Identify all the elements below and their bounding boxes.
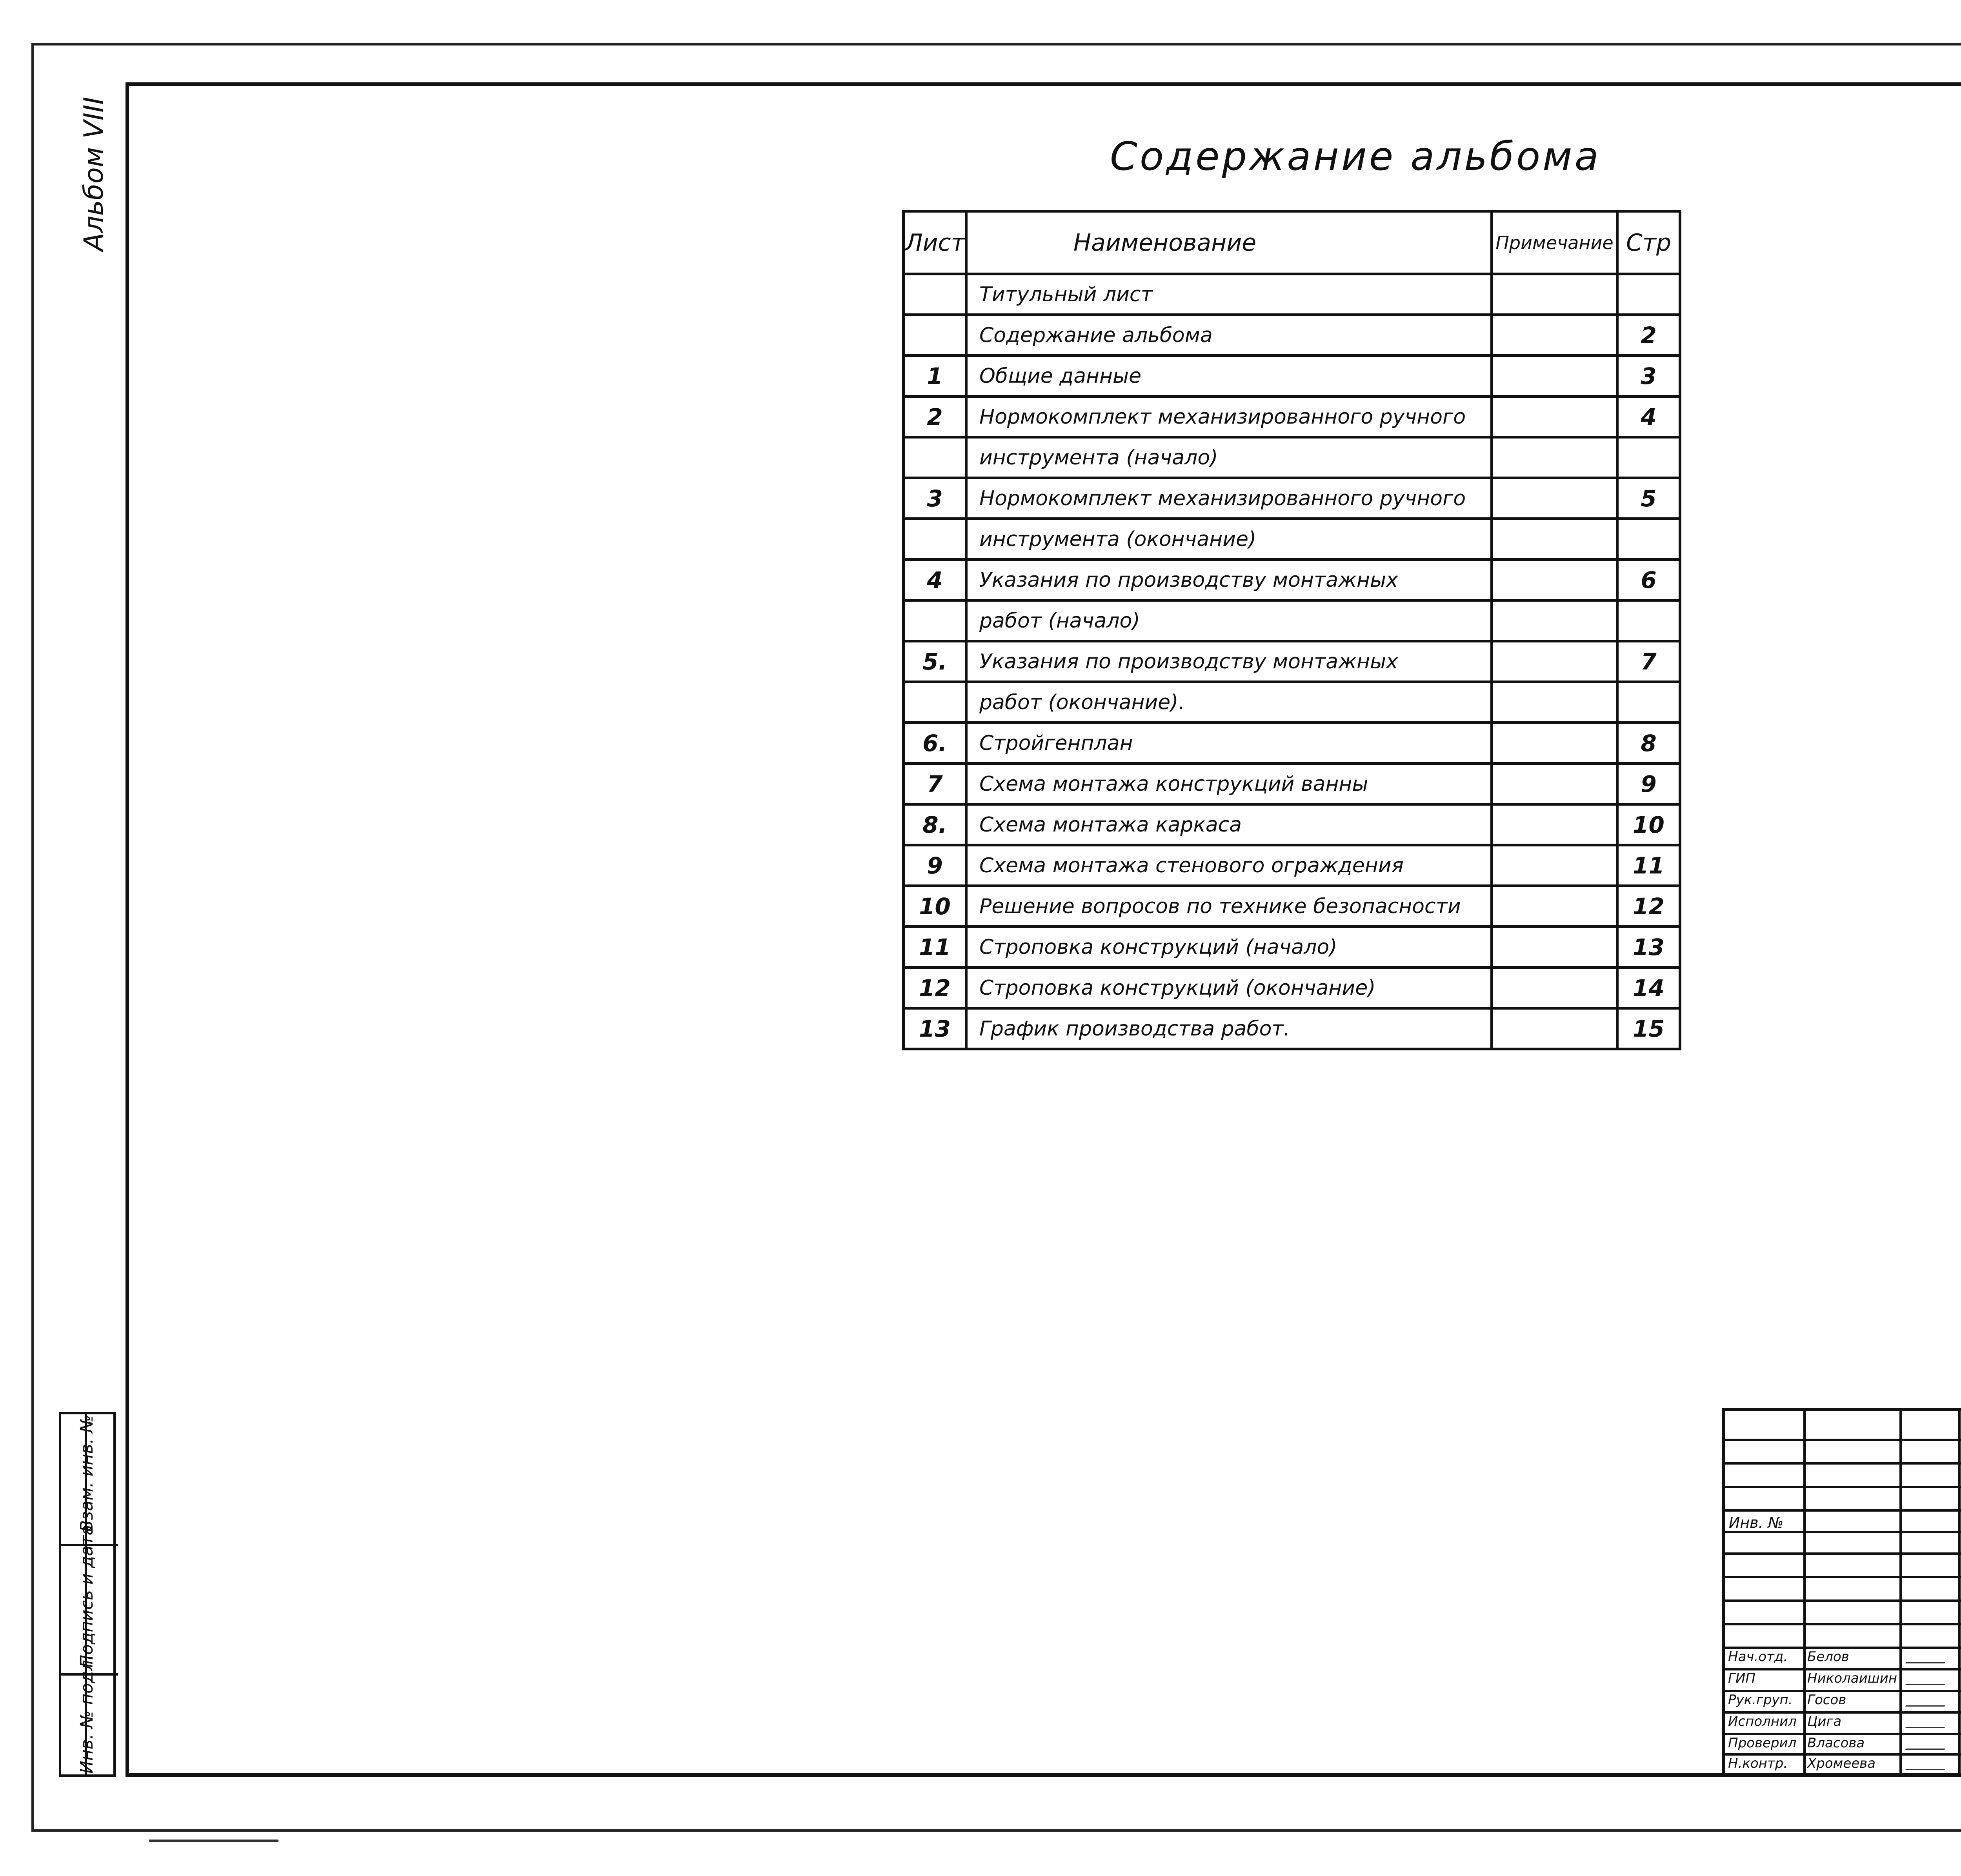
table-row	[904, 804, 1680, 845]
tb-hline	[1725, 1599, 1961, 1602]
signature-mark	[1905, 1653, 1948, 1663]
signature-role: Рук.груп.	[1728, 1692, 1793, 1708]
table-row	[904, 845, 1680, 886]
row-name: работ (начало)	[966, 600, 1492, 641]
signature-mark	[1905, 1739, 1948, 1750]
row-note	[1492, 682, 1617, 723]
signature-name: Николаишин	[1807, 1670, 1897, 1686]
table-row	[904, 764, 1680, 804]
row-page: 4	[1617, 397, 1680, 437]
row-name: Указания по производству монтажных	[966, 560, 1492, 600]
table-row	[904, 560, 1680, 600]
signature-role: Н.контр.	[1728, 1756, 1788, 1771]
row-note	[1492, 968, 1617, 1008]
table-row	[904, 356, 1680, 397]
signature-mark	[1905, 1674, 1948, 1685]
header-page: Стр	[1617, 211, 1680, 274]
row-page: 2	[1617, 315, 1680, 356]
side-text-signature: Подпись и дата	[77, 1525, 97, 1668]
row-note	[1492, 478, 1617, 519]
footer-dash	[149, 1840, 278, 1842]
row-sheet-number: 13	[904, 1008, 966, 1049]
row-note	[1492, 437, 1617, 478]
row-page: 10	[1617, 804, 1680, 845]
side-text-replacement: Взам. инв. №	[77, 1415, 97, 1532]
row-note	[1492, 560, 1617, 600]
row-name: Строповка конструкций (начало)	[966, 927, 1492, 968]
header-sheet: Лист	[904, 211, 966, 274]
row-page: 3	[1617, 356, 1680, 397]
row-page: 9	[1617, 764, 1680, 804]
table-row	[904, 315, 1680, 356]
row-page	[1617, 274, 1680, 315]
row-page: 7	[1617, 641, 1680, 682]
tb-vline	[1958, 1411, 1961, 1774]
side-cell-replacement	[61, 1414, 118, 1544]
document-title: Содержание альбома	[1110, 133, 1601, 179]
signature-role: Исполнил	[1728, 1714, 1797, 1729]
tb-hline	[1725, 1439, 1961, 1441]
tb-vline	[1803, 1411, 1806, 1774]
row-name: График производства работ.	[966, 1008, 1492, 1049]
row-name: работ (окончание).	[966, 682, 1492, 723]
row-name: Общие данные	[966, 356, 1492, 397]
row-page: 6	[1617, 560, 1680, 600]
row-name: Решение вопросов по технике безопасности	[966, 886, 1492, 927]
row-sheet-number: 4	[904, 560, 966, 600]
row-note	[1492, 804, 1617, 845]
row-note	[1492, 397, 1617, 437]
signature-mark	[1905, 1760, 1948, 1770]
signature-role: ГИП	[1728, 1670, 1755, 1686]
row-note	[1492, 886, 1617, 927]
tb-vline	[1899, 1411, 1902, 1774]
row-sheet-number	[904, 519, 966, 560]
table-row	[904, 968, 1680, 1008]
row-name: Схема монтажа каркаса	[966, 804, 1492, 845]
row-note	[1492, 1008, 1617, 1049]
row-sheet-number	[904, 437, 966, 478]
signature-name: Госов	[1807, 1692, 1846, 1708]
row-name: Нормокомплект механизированного ручного	[966, 397, 1492, 437]
row-note	[1492, 927, 1617, 968]
row-sheet-number: 12	[904, 968, 966, 1008]
row-page: 8	[1617, 723, 1680, 764]
row-name: Строповка конструкций (окончание)	[966, 968, 1492, 1008]
side-cell-inventory	[61, 1654, 118, 1777]
row-sheet-number: 8.	[904, 804, 966, 845]
row-sheet-number: 9	[904, 845, 966, 886]
inventory-label: Инв. №	[1729, 1514, 1784, 1531]
signature-mark	[1905, 1696, 1948, 1707]
row-page: 12	[1617, 886, 1680, 927]
table-row	[904, 478, 1680, 519]
side-cell-signature	[61, 1525, 118, 1673]
title-block	[1722, 1408, 1961, 1777]
tb-hline	[1725, 1486, 1961, 1488]
row-page: 11	[1617, 845, 1680, 886]
side-text-inventory: Инв. № подл.	[77, 1654, 97, 1774]
row-sheet-number: 6.	[904, 723, 966, 764]
row-sheet-number	[904, 682, 966, 723]
table-row	[904, 1008, 1680, 1049]
row-sheet-number: 10	[904, 886, 966, 927]
row-page	[1617, 600, 1680, 641]
row-name: Стройгенплан	[966, 723, 1492, 764]
table-row	[904, 397, 1680, 437]
row-page	[1617, 682, 1680, 723]
row-page: 13	[1617, 927, 1680, 968]
signature-name: Хромеева	[1807, 1756, 1876, 1771]
table-row	[904, 641, 1680, 682]
side-stamp-divider	[85, 1414, 87, 1774]
signature-name: Цига	[1807, 1714, 1842, 1729]
table-row	[904, 886, 1680, 927]
row-name: инструмента (начало)	[966, 437, 1492, 478]
side-stamp	[59, 1412, 116, 1777]
row-name: Нормокомплект механизированного ручного	[966, 478, 1492, 519]
row-name: Схема монтажа конструкций ванны	[966, 764, 1492, 804]
signature-name: Власова	[1807, 1735, 1865, 1751]
album-label: Альбом VIII	[78, 96, 109, 251]
row-note	[1492, 845, 1617, 886]
table-row	[904, 927, 1680, 968]
signature-role: Нач.отд.	[1728, 1649, 1788, 1665]
row-note	[1492, 356, 1617, 397]
signature-role: Проверил	[1728, 1735, 1797, 1751]
row-name: инструмента (окончание)	[966, 519, 1492, 560]
row-sheet-number: 2	[904, 397, 966, 437]
row-note	[1492, 764, 1617, 804]
table-row	[904, 723, 1680, 764]
table-row	[904, 682, 1680, 723]
row-sheet-number	[904, 600, 966, 641]
table-row	[904, 519, 1680, 560]
row-sheet-number: 3	[904, 478, 966, 519]
row-sheet-number: 5.	[904, 641, 966, 682]
row-note	[1492, 723, 1617, 764]
tb-hline	[1725, 1462, 1961, 1465]
row-page: 14	[1617, 968, 1680, 1008]
tb-hline	[1725, 1623, 1961, 1625]
row-name: Титульный лист	[966, 274, 1492, 315]
row-page: 5	[1617, 478, 1680, 519]
table-header-row	[904, 211, 1680, 274]
table-row	[904, 437, 1680, 478]
tb-hline	[1725, 1576, 1961, 1578]
signature-name: Белов	[1807, 1649, 1849, 1665]
signature-mark	[1905, 1718, 1948, 1728]
row-note	[1492, 519, 1617, 560]
tb-hline	[1725, 1509, 1961, 1512]
contents-table	[902, 210, 1681, 1050]
row-note	[1492, 641, 1617, 682]
row-note	[1492, 315, 1617, 356]
row-page	[1617, 437, 1680, 478]
row-sheet-number: 1	[904, 356, 966, 397]
row-sheet-number	[904, 315, 966, 356]
row-note	[1492, 274, 1617, 315]
table-row	[904, 274, 1680, 315]
row-name: Содержание альбома	[966, 315, 1492, 356]
tb-hline	[1725, 1552, 1961, 1555]
row-page	[1617, 519, 1680, 560]
row-page: 15	[1617, 1008, 1680, 1049]
row-name: Схема монтажа стенового ограждения	[966, 845, 1492, 886]
header-note: Примечание	[1492, 211, 1617, 274]
row-sheet-number: 7	[904, 764, 966, 804]
table-row	[904, 600, 1680, 641]
row-sheet-number	[904, 274, 966, 315]
header-name: Наименование	[966, 211, 1492, 274]
row-note	[1492, 600, 1617, 641]
row-sheet-number: 11	[904, 927, 966, 968]
row-name: Указания по производству монтажных	[966, 641, 1492, 682]
